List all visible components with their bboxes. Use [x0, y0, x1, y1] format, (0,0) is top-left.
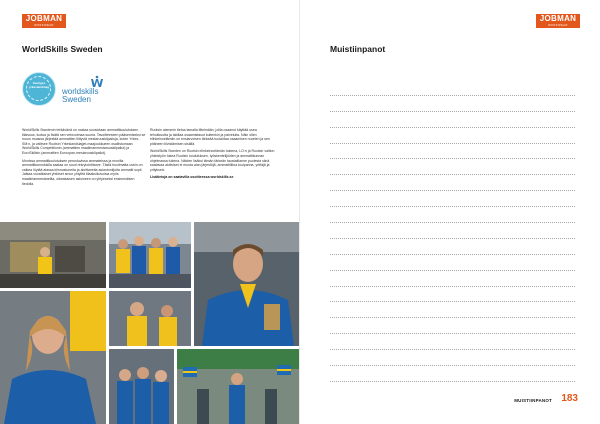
yrkeslandslag-badge: [22, 72, 56, 106]
badge-text: Sveriges yrkeslandslag: [28, 81, 49, 89]
page-title: WorldSkills Sweden: [22, 44, 103, 54]
photo-team-jackets: [109, 349, 174, 424]
note-line[interactable]: [330, 302, 575, 318]
logo-sub: WORKWEAR: [34, 24, 54, 27]
note-line[interactable]: [330, 159, 575, 175]
footer-section-label: MUISTIINPANOT: [514, 398, 552, 403]
photo-woman-laughing: [0, 291, 106, 424]
more-info-link[interactable]: Lisätietoja on saatavilla osoitteessa worldskills.se: [150, 175, 234, 180]
note-line[interactable]: [330, 207, 575, 223]
note-line[interactable]: [330, 239, 575, 255]
note-line[interactable]: [330, 350, 575, 366]
worldskills-sweden-logo: [62, 88, 122, 103]
photo-workshop: [0, 222, 106, 288]
note-line[interactable]: [330, 223, 575, 239]
photo-competitor: [109, 291, 191, 346]
notes-title: Muistiinpanot: [330, 44, 386, 54]
ws-logo-line1: worldskills: [62, 87, 99, 96]
note-line[interactable]: [330, 128, 575, 144]
notes-lines[interactable]: [330, 80, 575, 382]
photo-portrait-man: [194, 222, 300, 346]
jobman-logo: [22, 14, 66, 28]
paragraph: WorldSkills Sweden on Ruotsin elinkeinoelämän tukema, LO:n ja Ruotsin valtion yhteistyön tukea Ruotsin koulutuksen, työskentelijöiden ja ammattikunnan ohjelmassa tukena. Näiden lisäksi tämän tärkeän taustatilanne puolesta siinä saatavaa aktiiviset ei muuta alan järjestöjä, ammattiliitoa tuulpanna, yrittäjä ja yritykseä.: [150, 149, 275, 172]
text-column-1: [22, 128, 147, 189]
note-line[interactable]: [330, 112, 575, 128]
logo-sub: WORKWEAR: [548, 24, 568, 27]
note-line[interactable]: [330, 144, 575, 160]
note-line[interactable]: [330, 175, 575, 191]
note-line[interactable]: [330, 191, 575, 207]
note-line[interactable]: [330, 334, 575, 350]
page-number: 183: [561, 393, 578, 404]
note-line[interactable]: [330, 318, 575, 334]
note-line[interactable]: [330, 366, 575, 382]
text-column-2: [150, 128, 275, 183]
logo-name: JOBMAN: [539, 14, 577, 23]
note-line[interactable]: [330, 287, 575, 303]
photo-team-group: [109, 222, 191, 288]
paragraph: Ruotsin aiemmin tietoa lamalla tiltelmään, joilla osaanut käyttää usea tehokkuutta ja taidtaa osaamistasot kuitenkin ja palveluita. Näin ollen elinkeinoelämän on ensiarvoisen tärkeää tuulahtaa osaamisen nuorten ja sen pitäneen tiivistämisen sisällä.: [150, 128, 270, 146]
paragraph: Monissa ammattikoulutuksen perustuvissa ammateissa ja monilla ammattikunnuksilla saataa on suuri rekrytointitarve. Tästä huolimatta usein on vaikea löytää alassa kiinnostuneita ja aloittaneita asiantuntijoita ammatti sopii. Jatkaa vuosittaiset yhtiöset sinun yhtyiltä tilaaksikovuisia myös maailmanmestareilta, oikeakaisen asioineen on yhtyeseksi ensimmäisen tiedolla.: [22, 158, 143, 186]
ws-logo-line2: Sweden: [62, 94, 91, 104]
note-line[interactable]: [330, 255, 575, 271]
logo-name: JOBMAN: [25, 14, 63, 23]
note-line[interactable]: [330, 271, 575, 287]
note-line[interactable]: [330, 80, 575, 96]
jobman-logo: [536, 14, 580, 28]
note-line[interactable]: [330, 96, 575, 112]
photo-parade-flags: [177, 349, 300, 424]
paragraph: WorldSkills Swedenin tehtävänä on nostaa suosiotaan ammattikoulutuksen tilaisuus, luotua ja lisätä sen vetovoimaa suuria. Tavoitteeseen pääsemiseksi se muun muassa järjestää ammattien liittyviä mestaruuskilpailuja, kuten Yrkes-SM:n, ja valitsee Ruotsin Yrkeslandslaget-maajoukkueen osallistumaan WorldSkills Competitionin (ammattien maailmanmestaruuskilpailut) ja EuroSkillsin (ammattien Euroopan-mestaruuskilpailut).: [22, 128, 146, 155]
